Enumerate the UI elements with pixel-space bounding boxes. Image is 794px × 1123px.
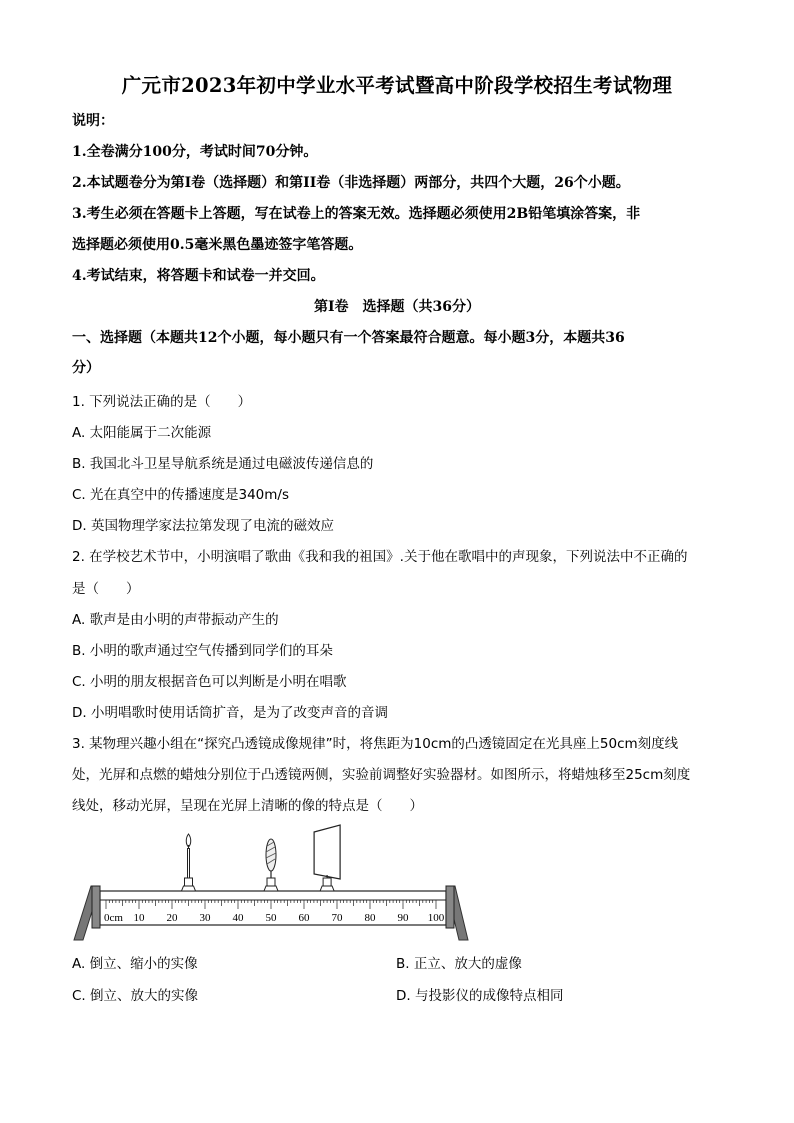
- option: A. 倒立、缩小的实像: [72, 956, 198, 972]
- section-heading: 分）: [72, 360, 100, 376]
- optical-bench-figure: [70, 820, 475, 945]
- question-stem: 3. 某物理兴趣小组在“探究凸透镜成像规律”时，将焦距为10cm的凸透镜固定在光具座上50cm刻度线: [72, 736, 679, 752]
- option: B. 正立、放大的虚像: [396, 956, 522, 972]
- convex-lens: [264, 839, 278, 891]
- option: D. 小明唱歌时使用话筒扩音，是为了改变声音的音调: [72, 705, 388, 721]
- instruction-item: 选择题必须使用0.5毫米黑色墨迹签字笔答题。: [72, 237, 363, 253]
- instruction-item: 3.考生必须在答题卡上答题，写在试卷上的答案无效。选择题必须使用2B铅笔填涂答案，非: [72, 206, 641, 222]
- ruler-tick-label: 100: [427, 912, 445, 924]
- instruction-item: 2.本试题卷分为第I卷（选择题）和第II卷（非选择题）两部分，共四个大题，26个小题。: [72, 175, 630, 191]
- candle: [182, 834, 196, 891]
- question-stem: 线处，移动光屏，呈现在光屏上清晰的像的特点是（ ）: [72, 798, 423, 814]
- section-title: 第I卷 选择题（共36分）: [313, 299, 481, 315]
- option: C. 倒立、放大的实像: [72, 988, 199, 1004]
- light-screen: [314, 825, 340, 891]
- section-heading: 一、选择题（本题共12个小题，每小题只有一个答案最符合题意。每小题3分，本题共36: [72, 330, 625, 346]
- question-stem: 处，光屏和点燃的蜡烛分别位于凸透镜两侧，实验前调整好实验器材。如图所示，将蜡烛移至25cm刻度: [72, 767, 691, 783]
- ruler-tick-label: 80: [364, 912, 376, 924]
- ruler-tick-label: 90: [397, 912, 409, 924]
- page-title: 广元市2023年初中学业水平考试暨高中阶段学校招生考试物理: [121, 74, 673, 97]
- option: B. 我国北斗卫星导航系统是通过电磁波传递信息的: [72, 456, 374, 472]
- ruler-tick-label: 70: [331, 912, 343, 924]
- ruler-tick-label: 50: [265, 912, 277, 924]
- instruction-item: 1.全卷满分100分，考试时间70分钟。: [72, 144, 318, 160]
- ruler-tick-label: 10: [133, 912, 145, 924]
- question-stem: 1. 下列说法正确的是（ ）: [72, 394, 252, 410]
- ruler-tick-label: 0cm: [104, 912, 123, 924]
- ruler-tick-label: 30: [199, 912, 211, 924]
- bench-right-end: [446, 886, 454, 928]
- option: D. 与投影仪的成像特点相同: [396, 988, 564, 1004]
- option: B. 小明的歌声通过空气传播到同学们的耳朵: [72, 643, 333, 659]
- ruler-tick-label: 60: [298, 912, 310, 924]
- question-stem: 2. 在学校艺术节中，小明演唱了歌曲《我和我的祖国》.关于他在歌唱中的声现象，下列说法中不正确的: [72, 549, 688, 565]
- bench-left-end: [92, 886, 100, 928]
- option: A. 太阳能属于二次能源: [72, 425, 212, 441]
- option: C. 小明的朋友根据音色可以判断是小明在唱歌: [72, 674, 347, 690]
- option: A. 歌声是由小明的声带振动产生的: [72, 612, 279, 628]
- instructions-heading: 说明：: [72, 113, 114, 129]
- option: C. 光在真空中的传播速度是340m/s: [72, 487, 290, 503]
- ruler-tick-label: 40: [232, 912, 244, 924]
- instruction-item: 4.考试结束，将答题卡和试卷一并交回。: [72, 268, 325, 284]
- option: D. 英国物理学家法拉第发现了电流的磁效应: [72, 518, 334, 534]
- question-stem: 是（ ）: [72, 581, 140, 597]
- ruler-tick-label: 20: [166, 912, 178, 924]
